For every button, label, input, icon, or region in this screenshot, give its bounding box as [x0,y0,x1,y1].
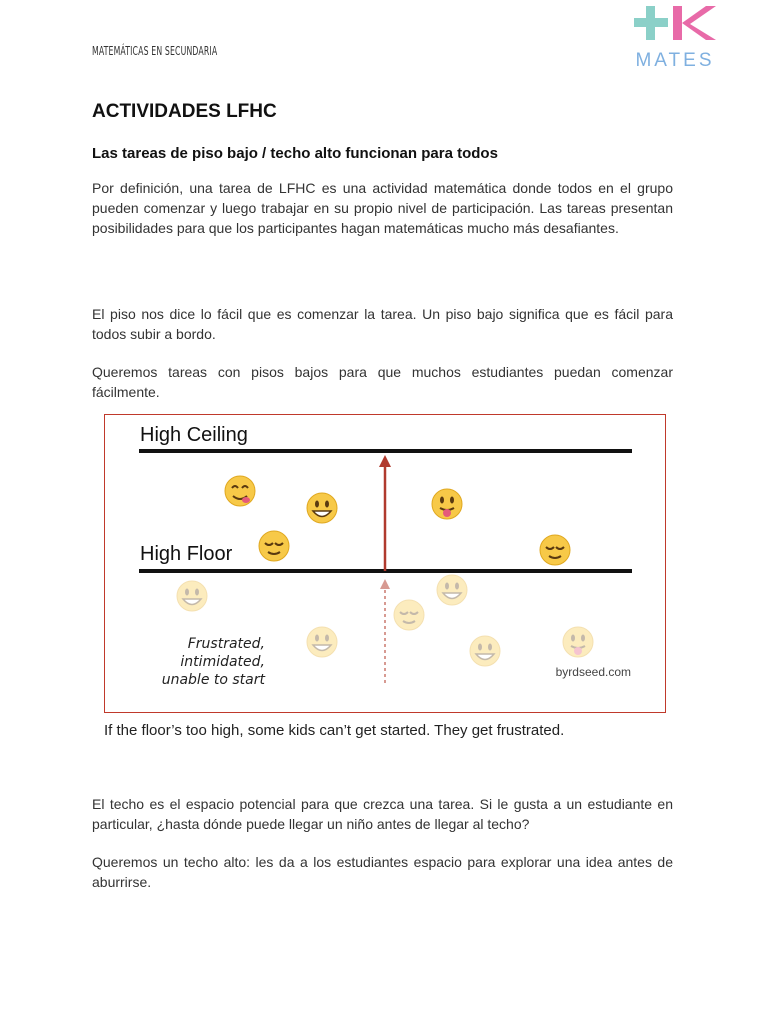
frustrated-line-3: unable to start [161,672,265,688]
lfhc-figure [104,414,666,713]
paragraph-definition: Por definición, una tarea de LFHC es una actividad matemática donde todos en el grupo pueden comenzar y luego trabajar en su propio nivel de participación. Las tareas presentan posibilidades para que los participantes hagan matemáticas mucho más desafiantes. [92,180,673,236]
high-ceiling-label: High Ceiling [140,424,248,446]
emoji-yum [225,476,255,506]
emoji-faded-4 [437,575,467,605]
logo-k-stem [673,6,682,40]
emoji-relieved-left [259,531,289,561]
frustrated-line-1: Frustrated, [187,636,265,652]
frustrated-line-2: intimidated, [180,654,265,670]
figure-caption: If the floor’s too high, some kids can’t get started. They get frustrated. [104,722,565,739]
emoji-faded-2 [307,627,337,657]
paragraph-low-floor: Queremos tareas con pisos bajos para que muchos estudiantes puedan comenzar fácilmente. [92,364,673,400]
emoji-faded-1 [177,581,207,611]
page-subheading: Las tareas de piso bajo / techo alto funcionan para todos [92,145,498,162]
source-credit: byrdseed.com [555,665,631,679]
paragraph-high-ceiling: Queremos un techo alto: les da a los estudiantes espacio para explorar una idea antes de aburrirse. [92,854,673,890]
emoji-tongue [432,489,462,519]
paragraph-ceiling: El techo es el espacio potencial para que crezca una tarea. Si le gusta a un estudiante en particular, ¿hasta dónde puede llegar un niño antes de llegar al techo? [92,796,673,832]
mates-logo [632,4,718,70]
logo-text: MATES [635,50,715,70]
emoji-faded-3 [394,600,424,630]
lfhc-diagram [105,415,665,712]
dotted-arrow-head [380,579,390,589]
emoji-grin [307,493,337,523]
high-floor-label: High Floor [140,543,233,565]
growth-arrow-head [379,455,391,467]
emoji-relieved-right [540,535,570,565]
emoji-faded-6 [563,627,593,657]
emoji-faded-5 [470,636,500,666]
page-heading: ACTIVIDADES LFHC [92,101,277,122]
header-title: MATEMÁTICAS EN SECUNDARIA [92,44,218,58]
logo-k-arms [682,6,716,40]
paragraph-floor: El piso nos dice lo fácil que es comenzar la tarea. Un piso bajo significa que es fácil para todos subir a bordo. [92,306,673,342]
logo-plus-horizontal [634,18,668,27]
